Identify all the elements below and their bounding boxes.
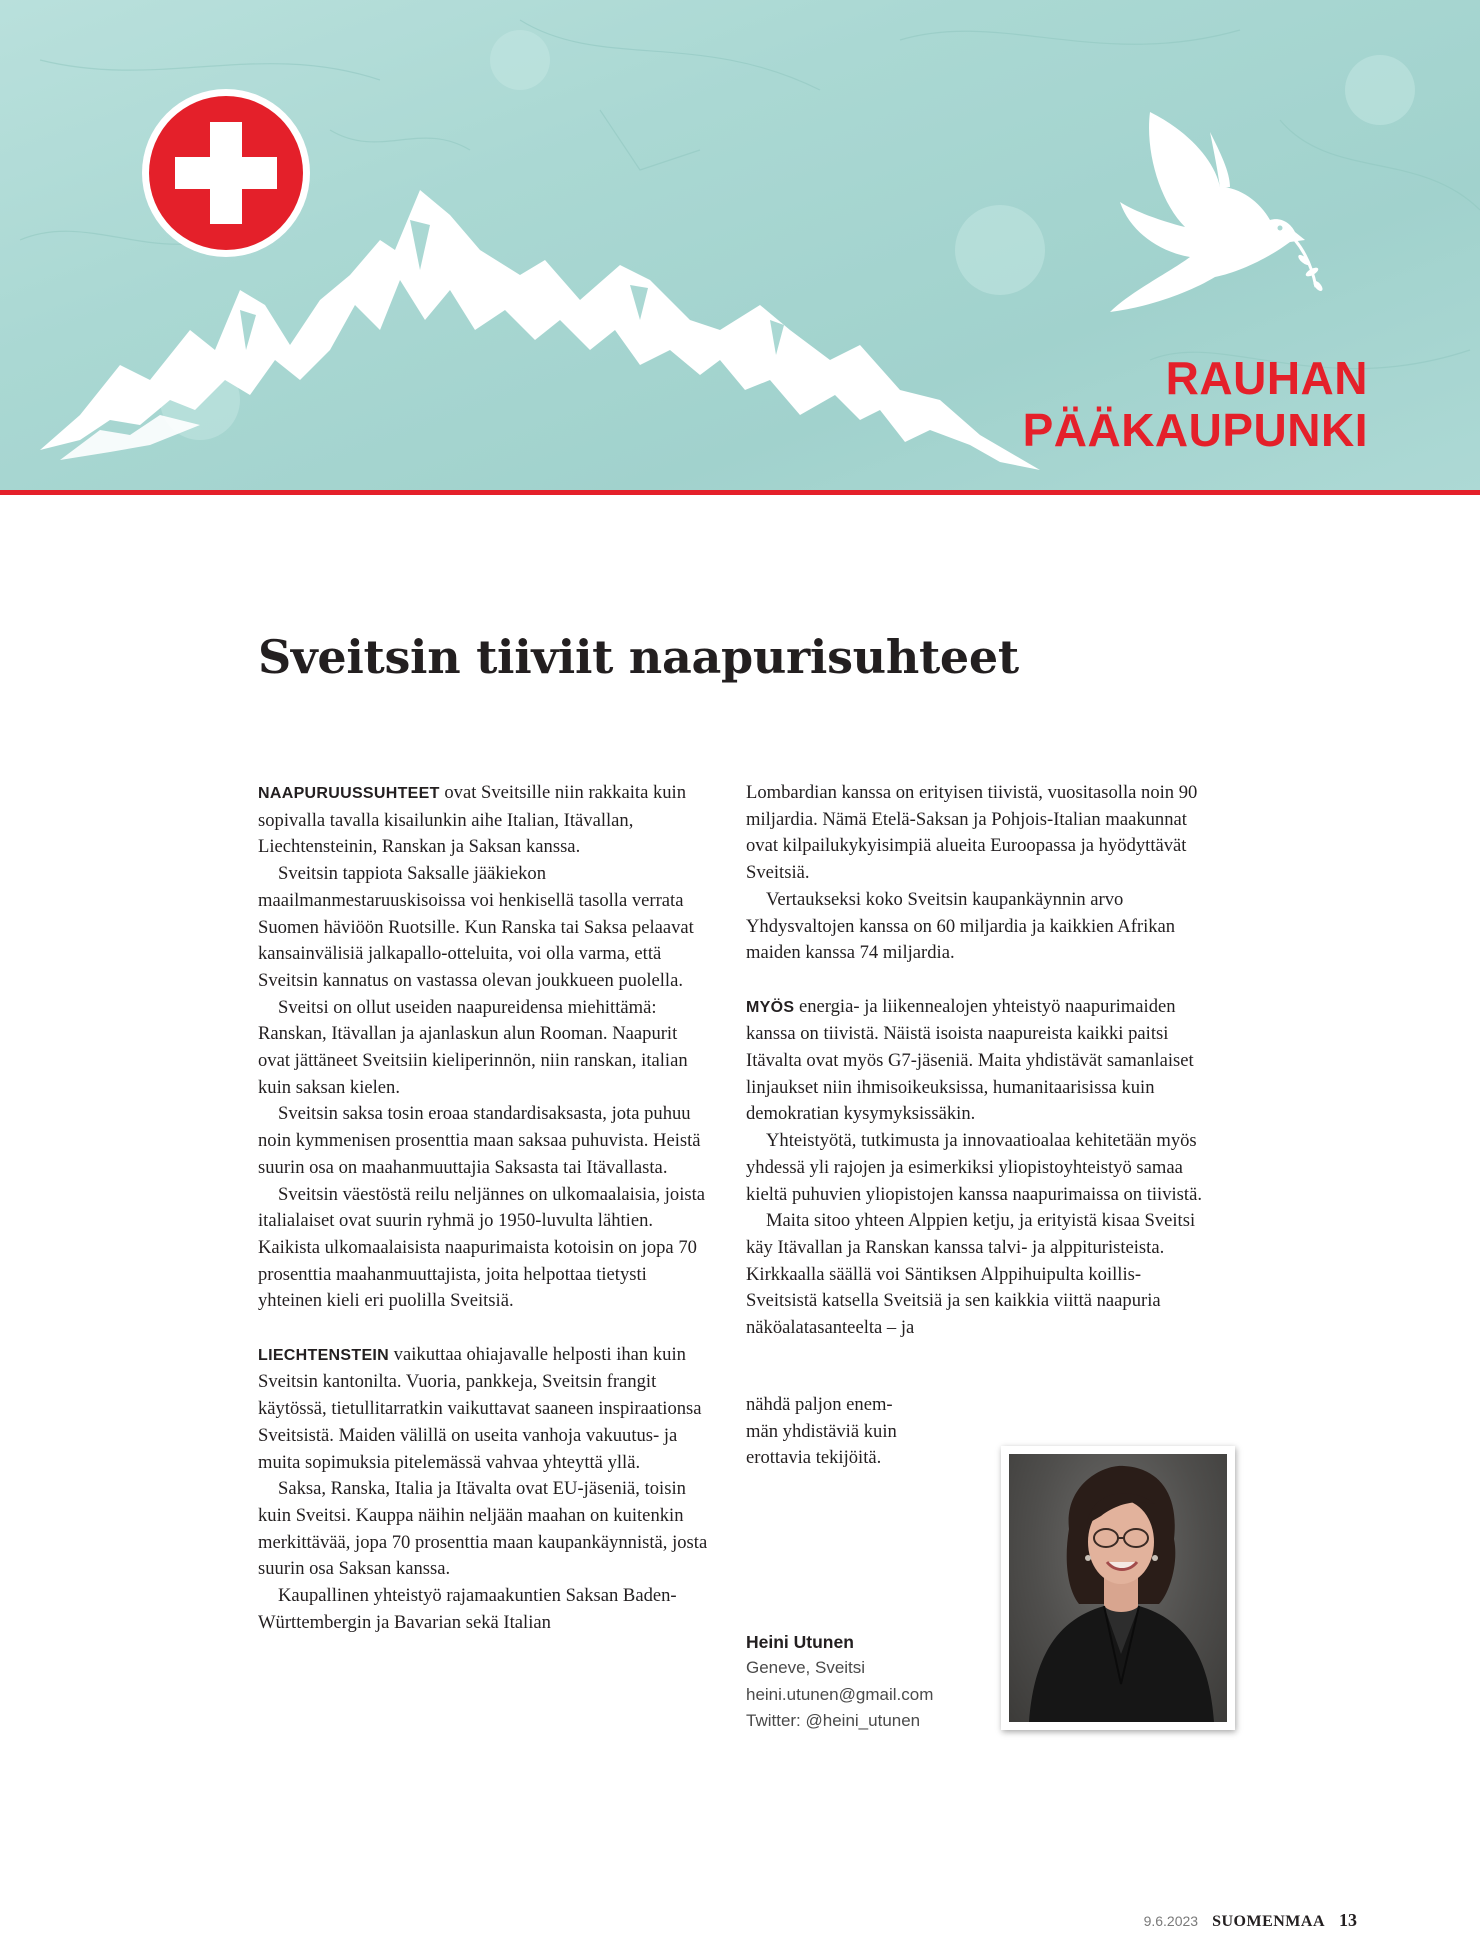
paragraph: Saksa, Ranska, Italia ja Itävalta ovat EU-jäseniä, toisin kuin Sveitsi. Kauppa näihin neljään maahan on kuitenkin merkittävää, jopa 70 prosenttia maan kaupankäynnistä, josta suurin osa Saksan kanssa.	[258, 1478, 708, 1580]
portrait-illustration	[1009, 1454, 1227, 1722]
paragraph: Yhteistyötä, tutkimusta ja innovaatioalaa kehitetään myös yhdessä yli rajojen ja esimerkiksi yliopistoyhteistyö samaa kieltä puhuvien yliopistojen kanssa naapurimaissa on tiivistä.	[746, 1130, 1202, 1205]
paragraph: Lombardian kanssa on erityisen tiivistä, vuositasolla noin 90 miljardia. Nämä Etelä-Saksan ja Pohjois-Italian maakunnat ovat kilpailukykyisimpiä alueita Euroopassa ja hyödyttävät Sveitsiä.	[746, 782, 1198, 884]
header-banner	[0, 0, 1480, 492]
author-twitter[interactable]: Twitter: @heini_utunen	[746, 1711, 921, 1730]
paragraph-text: energia- ja liikennealojen yhteistyö naapurimaiden kanssa on tiivistä. Näistä isoista naapureista kaikki paitsi Itävalta ovat myös G7-jäseniä. Maita yhdistävät samanlaiset linjaukset niin ihmisoikeuksissa, humanitaarisissa kuin demokratian kysymyksissäkin.	[746, 995, 1194, 1125]
paragraph: Sveitsin tappiota Saksalle jääkiekon maailmanmestaruuskisoissa voi henkisellä tasolla verrata Suomen häviöön Ruotsille. Kun Ranska tai Saksa pelaavat kansainvälisiä jalkapallo-otteluita, voi olla varma, että Sveitsin kannatus on vastassa olevan joukkueen puolella.	[258, 863, 694, 991]
author-photo-frame	[1001, 1446, 1235, 1730]
paragraph: Sveitsi on ollut useiden naapureidensa miehittämä: Ranskan, Itävallan ja ajanlaskun alun Rooman. Naapurit ovat jättäneet Sveitsiin kieliperinnön, niin ranskan, italian kuin saksan kielen.	[258, 996, 688, 1098]
article-column-right	[746, 780, 1206, 1342]
author-photo	[1009, 1454, 1227, 1722]
red-divider	[0, 490, 1480, 495]
page-number: 13	[1339, 1910, 1357, 1930]
paragraph	[746, 994, 1206, 1129]
article-column-left	[258, 780, 710, 1636]
magazine-name: SUOMENMAA	[1212, 1913, 1325, 1930]
paragraph	[258, 780, 710, 861]
run-in-heading: MYÖS	[746, 998, 795, 1016]
paragraph: Sveitsin väestöstä reilu neljännes on ulkomaalaisia, joista italialaiset ovat suurin ryhmä jo 1950-luvulta lähtien. Kaikista ulkomaalaisista naapurimaista kotoisin on jopa 70 prosenttia maahanmuuttajista, joita helpottaa tietysti yhteinen kieli eri puolilla Sveitsiä.	[258, 1183, 706, 1312]
kicker-line-1: RAUHAN	[1165, 352, 1368, 404]
closing-line: nähdä paljon enem-	[746, 1394, 893, 1415]
author-email[interactable]: heini.utunen@gmail.com	[746, 1684, 934, 1704]
run-in-heading: LIECHTENSTEIN	[258, 1346, 390, 1364]
closing-line: erottavia tekijöitä.	[746, 1447, 882, 1469]
paragraph: Vertaukseksi koko Sveitsin kaupankäynnin arvo Yhdysvaltojen kanssa on 60 miljardia ja kaikkien Afrikan maiden kanssa 74 miljardia.	[746, 888, 1176, 964]
section-kicker	[1023, 352, 1368, 456]
paragraph	[258, 1342, 710, 1477]
issue-date: 9.6.2023	[1143, 1913, 1199, 1929]
closing-line: män yhdistäviä kuin	[746, 1420, 897, 1442]
article-headline: Sveitsin tiiviit naapurisuhteet	[258, 630, 1019, 684]
paragraph: Kaupallinen yhteistyö rajamaakuntien Saksan Baden-Württembergin ja Bavarian sekä Italian	[258, 1585, 677, 1633]
paragraph-text: vaikuttaa ohiajavalle helposti ihan kuin Sveitsin kantonilta. Vuoria, pankkeja, Sveitsin frangit käytössä, tietullitarratkin vaikuttavat saaneen inspiraationsa Sveitsistä. Maiden välillä on useita vanhoja vakuutus- ja muita sopimuksia pitelemässä vahvaa yhteyttä yllä.	[258, 1343, 702, 1473]
paragraph: Maita sitoo yhteen Alppien ketju, ja erityistä kisaa Sveitsi käy Itävallan ja Ranskan kanssa talvi- ja alppituristeista. Kirkkaalla säällä voi Säntiksen Alppihuipulta koillis-Sveitsistä katsella Sveitsiä ja sen kaikkia viittä naapuria näköalatasanteelta – ja	[746, 1210, 1196, 1339]
author-location: Geneve, Sveitsi	[746, 1658, 866, 1677]
closing-lines	[746, 1392, 966, 1472]
swiss-flag-icon	[140, 87, 312, 259]
page-footer	[1144, 1910, 1357, 1931]
run-in-heading: NAAPURUUSSUHTEET	[258, 785, 440, 802]
paragraph-text: ovat Sveitsille niin rakkaita kuin sopivalla tavalla kisailunkin aihe Italian, Itävallan, Liechtensteinin, Ranskan ja Saksan kanssa.	[258, 782, 687, 858]
author-box	[746, 1629, 933, 1735]
paragraph: Sveitsin saksa tosin eroaa standardisaksasta, jota puhuu noin kymmenisen prosenttia maan saksaa puhuvista. Heistä suurin osa on maahanmuuttajia Saksasta tai Itävallasta.	[258, 1103, 701, 1178]
author-meta	[746, 1655, 933, 1735]
kicker-line-2: PÄÄKAUPUNKI	[1022, 404, 1368, 456]
dove-icon	[1090, 92, 1330, 332]
author-name: Heini Utunen	[746, 1632, 854, 1652]
